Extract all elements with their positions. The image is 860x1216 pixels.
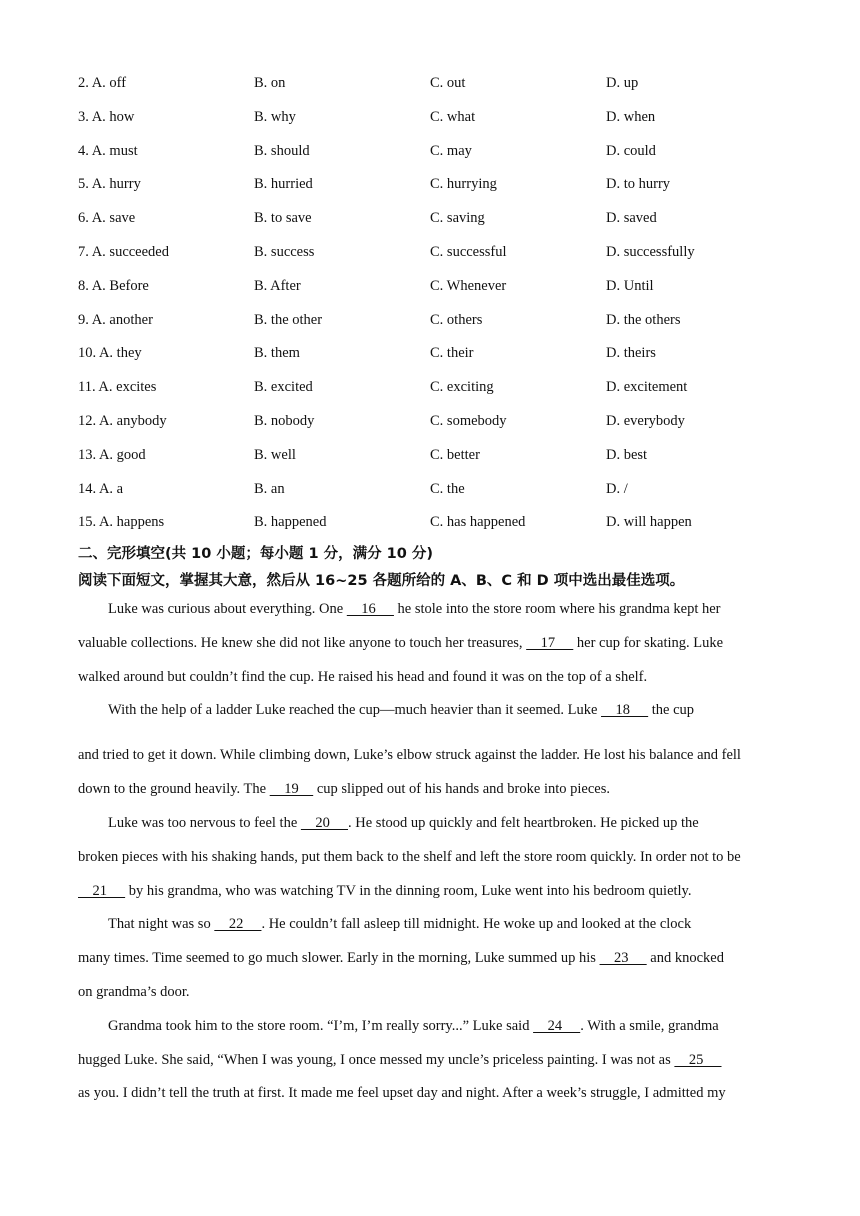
passage-line [78, 980, 788, 1014]
option-row-5 [78, 172, 798, 206]
option-d: D. could [606, 142, 656, 159]
option-c: C. hurrying [430, 176, 497, 193]
passage-line [78, 743, 788, 777]
option-d: D. the others [606, 311, 681, 328]
passage-text: by his grandma, who was watching TV in the dinning room, Luke went into his bedroom quietly. [125, 882, 692, 899]
option-b: B. why [254, 108, 296, 125]
option-b: B. nobody [254, 412, 315, 429]
option-a: 2. A. off [78, 75, 127, 91]
option-a: 15. A. happens [78, 514, 165, 531]
option-b: B. well [254, 446, 296, 463]
passage-text: on grandma’s door. [78, 983, 190, 1000]
option-a: 11. A. excites [78, 379, 157, 396]
passage-text: With the help of a ladder Luke reached the cup—much heavier than it seemed. Luke [108, 702, 602, 719]
passage-text: he stole into the store room where his grandma kept her [393, 601, 721, 617]
option-c: C. Whenever [430, 277, 507, 294]
passage-line [78, 946, 788, 980]
option-b: B. happened [254, 514, 327, 531]
section-instruction: 阅读下面短文，掌握其大意，然后从 16~25 各题所给的 A、B、C 和 D 项中选出最佳选项。 [78, 573, 685, 589]
passage-text: her cup for skating. Luke [573, 634, 724, 651]
passage-text: valuable collections. He knew she did not like anyone to touch her treasures, [78, 634, 527, 651]
option-b: B. to save [254, 210, 312, 227]
passage-line [78, 845, 788, 879]
option-d: D. Until [606, 277, 654, 294]
passage-text: . He couldn’t fall asleep till midnight. He woke up and looked at the clock [261, 916, 692, 933]
passage-line [78, 912, 788, 946]
option-row-13 [78, 443, 798, 477]
option-b: B. them [254, 345, 300, 362]
option-d: D. when [606, 108, 656, 125]
passage-line [78, 1081, 788, 1115]
option-a: 4. A. must [78, 142, 138, 159]
option-d: D. successfully [606, 243, 695, 260]
option-b: B. After [254, 277, 301, 294]
option-row-6 [78, 206, 798, 240]
option-c: C. successful [430, 243, 507, 260]
option-row-8 [78, 274, 798, 308]
option-row-14 [78, 477, 798, 511]
blank-17: 17 [526, 634, 574, 651]
blank-22: 22 [214, 916, 262, 933]
passage-text: . With a smile, grandma [580, 1017, 719, 1034]
passage-text: Luke was curious about everything. One [108, 601, 347, 617]
option-d: D. everybody [606, 412, 685, 429]
blank-23: 23 [599, 950, 647, 967]
passage-text: many times. Time seemed to go much slower. Early in the morning, Luke summed up his [78, 950, 600, 967]
option-c: C. somebody [430, 412, 507, 429]
option-row-4 [78, 139, 798, 173]
option-a: 8. A. Before [78, 277, 149, 294]
section-heading: 二、完形填空(共 10 小题；每小题 1 分，满分 10 分) [78, 546, 433, 562]
blank-25: 25 [674, 1051, 722, 1068]
option-c: C. saving [430, 210, 485, 227]
option-c: C. better [430, 446, 480, 463]
option-c: C. has happened [430, 514, 526, 531]
section-header [78, 541, 798, 595]
option-row-2 [78, 71, 798, 105]
option-b: B. success [254, 243, 315, 260]
blank-18: 18 [601, 702, 649, 719]
option-a: 3. A. how [78, 108, 135, 125]
passage-text: the cup [648, 702, 695, 719]
passage-text: cup slipped out of his hands and broke into pieces. [313, 781, 610, 798]
option-a: 6. A. save [78, 210, 136, 227]
option-d: D. up [606, 75, 639, 91]
passage-text: and knocked [646, 950, 724, 967]
option-a: 7. A. succeeded [78, 243, 169, 260]
option-d: D. saved [606, 210, 657, 227]
option-b: B. should [254, 142, 310, 159]
blank-19: 19 [269, 781, 314, 798]
option-d: D. will happen [606, 514, 692, 531]
passage-line [78, 698, 788, 743]
option-c: C. may [430, 142, 472, 159]
option-c: C. out [430, 75, 466, 91]
option-c: C. exciting [430, 379, 494, 396]
passage-text: . He stood up quickly and felt heartbroken. He picked up the [348, 814, 699, 831]
option-row-15 [78, 510, 798, 544]
option-a: 12. A. anybody [78, 412, 167, 429]
passage-line [78, 597, 788, 631]
passage-text: broken pieces with his shaking hands, put them back to the shelf and left the store room quickly. In order not to be [78, 848, 741, 865]
passage-line [78, 665, 788, 699]
passage-line [78, 777, 788, 811]
option-row-12 [78, 409, 798, 443]
passage-text: walked around but couldn’t find the cup. He raised his head and found it was on the top of a shelf. [78, 668, 648, 685]
option-b: B. the other [254, 311, 323, 328]
option-a: 10. A. they [78, 345, 142, 362]
option-row-10 [78, 341, 798, 375]
option-a: 9. A. another [78, 311, 153, 328]
passage-text: down to the ground heavily. The [78, 781, 270, 798]
option-row-11 [78, 375, 798, 409]
option-a: 13. A. good [78, 446, 146, 463]
option-b: B. on [254, 75, 286, 91]
option-b: B. an [254, 480, 285, 497]
option-c: C. the [430, 480, 465, 497]
cloze-passage [78, 597, 788, 1115]
option-c: C. what [430, 108, 476, 125]
option-row-9 [78, 308, 798, 342]
option-d: D. theirs [606, 345, 656, 362]
passage-text: as you. I didn’t tell the truth at first. It made me feel upset day and night. After a week’s struggle, I admitted my [78, 1085, 726, 1102]
option-c: C. their [430, 345, 474, 362]
passage-line [78, 879, 788, 913]
blank-24: 24 [533, 1017, 581, 1034]
blank-16: 16 [346, 601, 394, 617]
option-c: C. others [430, 311, 483, 328]
option-d: D. to hurry [606, 176, 671, 193]
option-d: D. / [606, 480, 628, 497]
passage-text: Grandma took him to the store room. “I’m, I’m really sorry...” Luke said [108, 1017, 534, 1034]
option-b: B. excited [254, 379, 313, 396]
option-d: D. excitement [606, 379, 688, 396]
blank-20: 20 [300, 814, 349, 831]
passage-line [78, 631, 788, 665]
option-row-7 [78, 240, 798, 274]
option-a: 5. A. hurry [78, 176, 141, 193]
blank-21: 21 [78, 882, 126, 899]
option-b: B. hurried [254, 176, 313, 193]
passage-line [78, 811, 788, 845]
option-row-3 [78, 105, 798, 139]
option-a: 14. A. a [78, 480, 124, 497]
passage-text: hugged Luke. She said, “When I was young, I once messed my uncle’s priceless painting. I was not as [78, 1051, 675, 1068]
passage-text: Luke was too nervous to feel the [108, 814, 301, 831]
passage-text: and tried to get it down. While climbing down, Luke’s elbow struck against the ladder. He lost his balance and fell [78, 747, 741, 764]
passage-text: That night was so [108, 916, 215, 933]
passage-line [78, 1014, 788, 1048]
option-d: D. best [606, 446, 648, 463]
option-list [78, 71, 798, 544]
passage-line [78, 1048, 788, 1082]
